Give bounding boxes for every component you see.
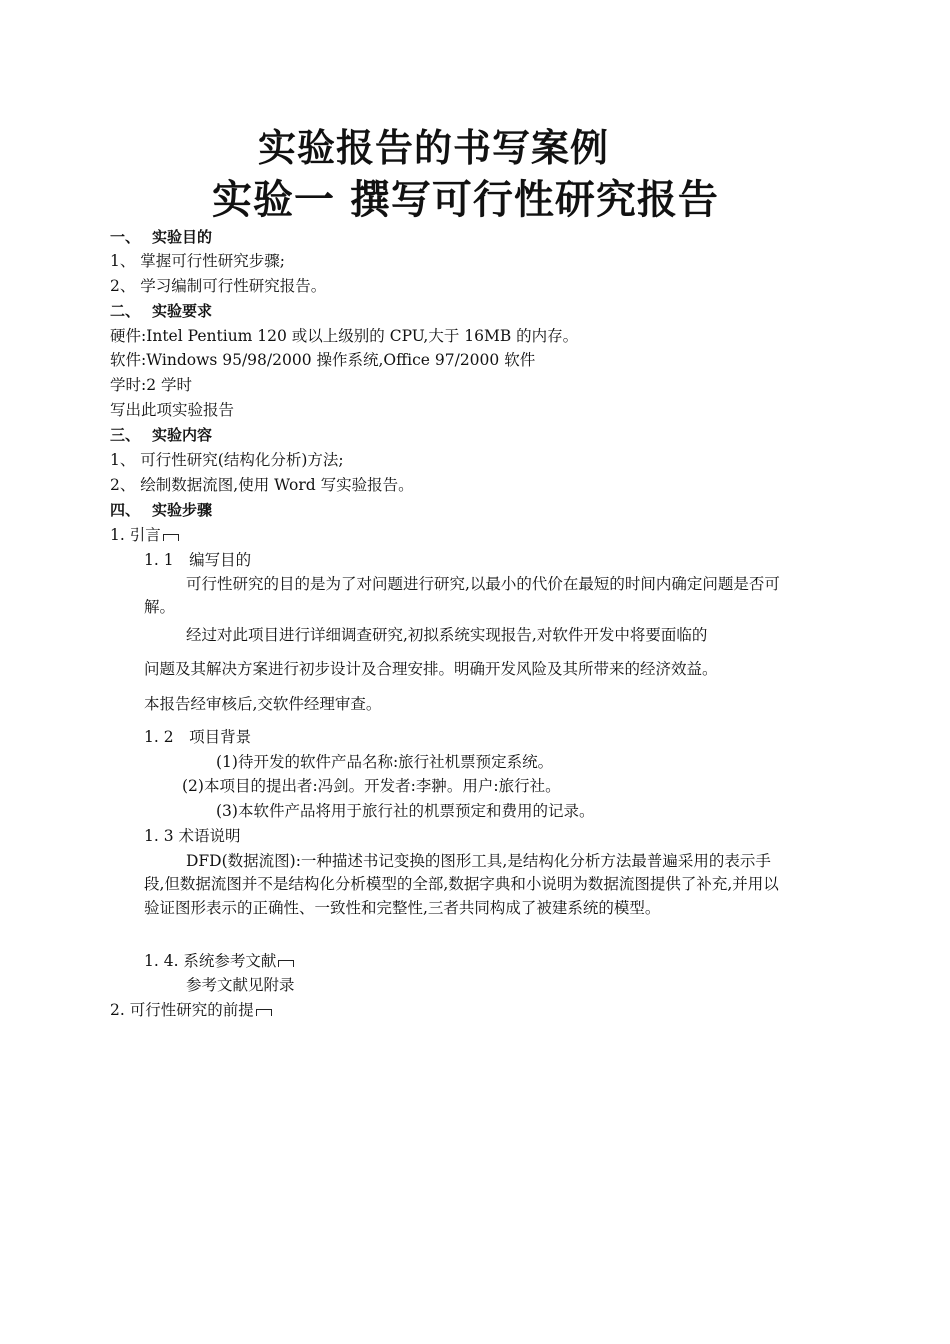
paragraph-mark-icon (256, 1009, 272, 1016)
section-title: 实验内容 (152, 426, 213, 444)
requirement-hardware: 硬件:Intel Pentium 120 或以上级别的 CPU,大于 16MB 的内存。 (110, 327, 579, 345)
subheading-references-label: 1. 4. 系统参考文献 (144, 952, 277, 970)
section-heading-4 (110, 500, 212, 520)
paragraph-references: 参考文献见附录 (186, 976, 295, 994)
paragraph-purpose-1 (144, 573, 780, 619)
list-item: 1、 可行性研究(结构化分析)方法; (110, 451, 344, 469)
experiment-title: 实验一 撰写可行性研究报告 (212, 177, 719, 223)
list-item: 2、 绘制数据流图,使用 Word 写实验报告。 (110, 476, 414, 494)
background-item: (3)本软件产品将用于旅行社的机票预定和费用的记录。 (216, 802, 595, 820)
section-number: 一、 (110, 228, 141, 246)
step-intro (110, 525, 179, 545)
list-item: 2、 学习编制可行性研究报告。 (110, 277, 327, 295)
section-title: 实验目的 (152, 228, 213, 246)
paragraph-text: 可行性研究的目的是为了对问题进行研究,以最小的代价在最短的时间内确定问题是否可解。 (144, 575, 780, 616)
paragraph-mark-icon (278, 960, 294, 967)
list-item: 1、 掌握可行性研究步骤; (110, 252, 286, 270)
paragraph-purpose-2b: 问题及其解决方案进行初步设计及合理安排。明确开发风险及其所带来的经济效益。 (144, 660, 718, 678)
paragraph-text: DFD(数据流图):一种描述书记变换的图形工具,是结构化分析方法最普遍采用的表示手段,但数据流图并不是结构化分析模型的全部,数据字典和小说明为数据流图提供了补充,并用以验证图形表示的正确性、一致性和完整性,三者共同构成了被建系统的模型。 (144, 852, 779, 917)
requirement-software: 软件:Windows 95/98/2000 操作系统,Office 97/2000 软件 (110, 351, 536, 369)
section-title: 实验步骤 (152, 501, 213, 519)
step-intro-label: 1. 引言 (110, 526, 161, 544)
background-item: (2)本项目的提出者:冯剑。开发者:李翀。用户:旅行社。 (182, 777, 561, 795)
section-heading-2 (110, 301, 212, 321)
paragraph-purpose-2a: 经过对此项目进行详细调查研究,初拟系统实现报告,对软件开发中将要面临的 (186, 626, 708, 644)
section-heading-3 (110, 425, 212, 445)
subheading-references (144, 951, 294, 971)
section-number: 二、 (110, 302, 141, 320)
section-number: 四、 (110, 501, 141, 519)
paragraph-purpose-3: 本报告经审核后,交软件经理审查。 (144, 695, 382, 713)
subheading-background: 1. 2 项目背景 (144, 728, 252, 746)
section-heading-1 (110, 227, 212, 247)
step-premise (110, 1000, 272, 1020)
document-title: 实验报告的书写案例 (258, 126, 610, 170)
paragraph-terms (144, 850, 780, 920)
requirement-report: 写出此项实验报告 (110, 401, 235, 419)
subheading-purpose: 1. 1 编写目的 (144, 551, 252, 569)
step-premise-label: 2. 可行性研究的前提 (110, 1001, 254, 1019)
paragraph-mark-icon (163, 534, 179, 541)
background-item: (1)待开发的软件产品名称:旅行社机票预定系统。 (216, 753, 554, 771)
requirement-hours: 学时:2 学时 (110, 376, 193, 394)
section-number: 三、 (110, 426, 141, 444)
section-title: 实验要求 (152, 302, 213, 320)
subheading-terms: 1. 3 术语说明 (144, 827, 241, 845)
